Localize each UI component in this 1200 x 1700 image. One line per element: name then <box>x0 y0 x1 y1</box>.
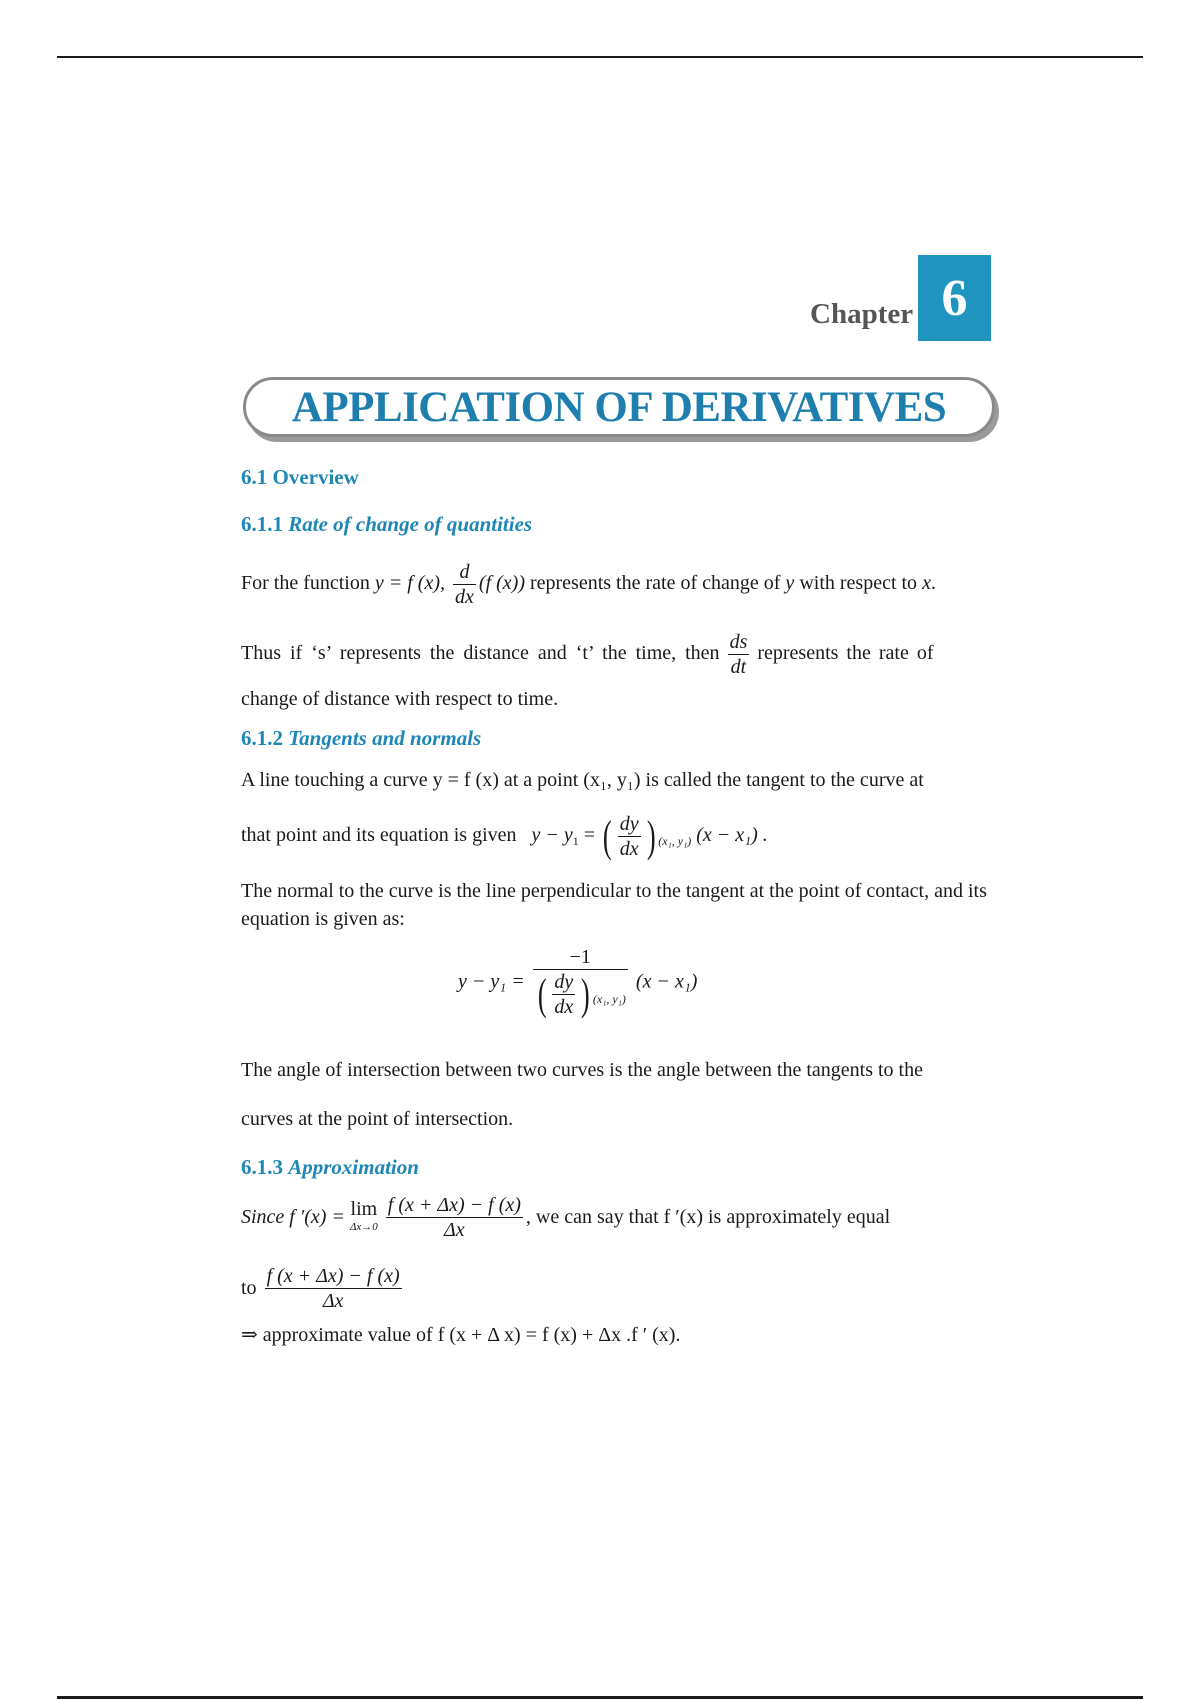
subscript: 1 <box>572 834 579 849</box>
text: with respect to <box>794 572 923 595</box>
chapter-number-badge <box>918 255 991 341</box>
text: Thus if ‘s’ represents the distance and ‘t’ the time, then <box>241 642 720 665</box>
text: , we can say that f ′(x) is approximately equal <box>525 1206 891 1228</box>
difference-quotient <box>265 1264 402 1313</box>
approximation-line-1 <box>241 1193 890 1242</box>
ds-dt-fraction <box>728 630 750 679</box>
paragraph-angle-intersection-cont: curves at the point of intersection. <box>241 1108 514 1130</box>
numerator: ds <box>729 631 748 653</box>
normal-equation <box>458 945 697 1019</box>
equation-right: (x − x₁) <box>635 970 698 993</box>
section-6-1-1-heading <box>241 512 532 537</box>
inner-denominator: dx <box>554 996 574 1018</box>
denominator: dx <box>455 586 474 608</box>
approximation-line-2 <box>241 1264 405 1313</box>
paragraph-distance-time-cont: change of distance with respect to time. <box>241 688 559 710</box>
equation: (f (x)) <box>478 572 525 595</box>
section-number: 6.1.2 <box>241 726 283 750</box>
paragraph-tangent: A line touching a curve y = f (x) at a point (x₁, y₁) is called the tangent to the curve at <box>241 769 924 791</box>
section-6-1-heading: 6.1 Overview <box>241 465 359 489</box>
denominator: dt <box>730 656 747 678</box>
paragraph-angle-intersection: The angle of intersection between two curves is the angle between the tangents to the <box>241 1059 923 1081</box>
paragraph-distance-time <box>241 630 993 679</box>
text: to <box>241 1277 257 1299</box>
section-title: Approximation <box>288 1155 419 1179</box>
text: Since f ′(x) = <box>241 1206 345 1228</box>
equation-left: y − y₁ = <box>458 970 525 993</box>
denominator <box>533 970 628 1019</box>
denominator: Δx <box>322 1290 344 1312</box>
chapter-title-band <box>243 377 995 437</box>
chapter-number: 6 <box>941 269 968 327</box>
chapter-title: APPLICATION OF DERIVATIVES <box>291 383 947 431</box>
section-title: Tangents and normals <box>288 726 482 750</box>
right-paren: ) <box>581 969 590 1019</box>
numerator: d <box>453 560 476 585</box>
inner-fraction <box>552 970 575 1019</box>
numerator: f (x + Δx) − f (x) <box>266 1265 400 1287</box>
denominator: Δx <box>444 1219 465 1241</box>
lim-text: lim <box>350 1197 378 1220</box>
paragraph-normal: The normal to the curve is the line perpendicular to the tangent at the point of contact, and its equation is given as: <box>241 880 987 930</box>
section-6-1-3-heading <box>241 1155 419 1180</box>
chapter-label: Chapter <box>810 298 914 330</box>
right-paren: ) <box>646 811 656 861</box>
section-number: 6.1.3 <box>241 1155 283 1179</box>
section-title: Rate of change of quantities <box>288 512 533 536</box>
numerator: f (x + Δx) − f (x) <box>387 1194 521 1216</box>
text: represents the rate of change of <box>524 572 786 595</box>
lim-subscript: Δx→0 <box>349 1220 378 1233</box>
variable: y <box>785 572 795 595</box>
tangent-equation-line <box>241 812 768 861</box>
section-number: 6.1.1 <box>241 512 283 536</box>
bottom-rule <box>57 1696 1143 1699</box>
evaluation-point: (x₁, y₁) <box>658 834 692 849</box>
numerator: −1 <box>533 945 628 970</box>
dy-dx-fraction <box>618 812 641 861</box>
equals: = <box>578 824 596 847</box>
left-paren: ( <box>537 969 547 1019</box>
inner-numerator: dy <box>554 971 574 993</box>
text: . <box>930 572 936 595</box>
equation: y = f (x), <box>374 572 446 595</box>
text: that point and its equation is given <box>241 824 517 847</box>
section-6-1-2-heading <box>241 726 481 751</box>
difference-quotient <box>386 1193 523 1242</box>
limit <box>349 1197 378 1236</box>
numerator: dy <box>619 813 639 835</box>
top-rule <box>57 56 1143 58</box>
derivative-fraction <box>453 560 476 609</box>
denominator: dx <box>619 838 639 860</box>
text: For the function <box>241 572 375 595</box>
evaluation-point: (x₁, y₁) <box>592 992 626 1007</box>
paragraph-rate-of-change <box>241 560 936 609</box>
approximation-result: ⇒ approximate value of f (x + Δ x) = f (x) + Δx .f ′ (x). <box>241 1324 681 1346</box>
equation-left: y − y <box>531 824 573 847</box>
text: represents the rate of <box>757 642 934 665</box>
normal-fraction <box>533 945 628 1019</box>
equation-right: (x − x₁) . <box>696 824 768 847</box>
left-paren: ( <box>602 811 612 861</box>
variable: x <box>922 572 931 595</box>
